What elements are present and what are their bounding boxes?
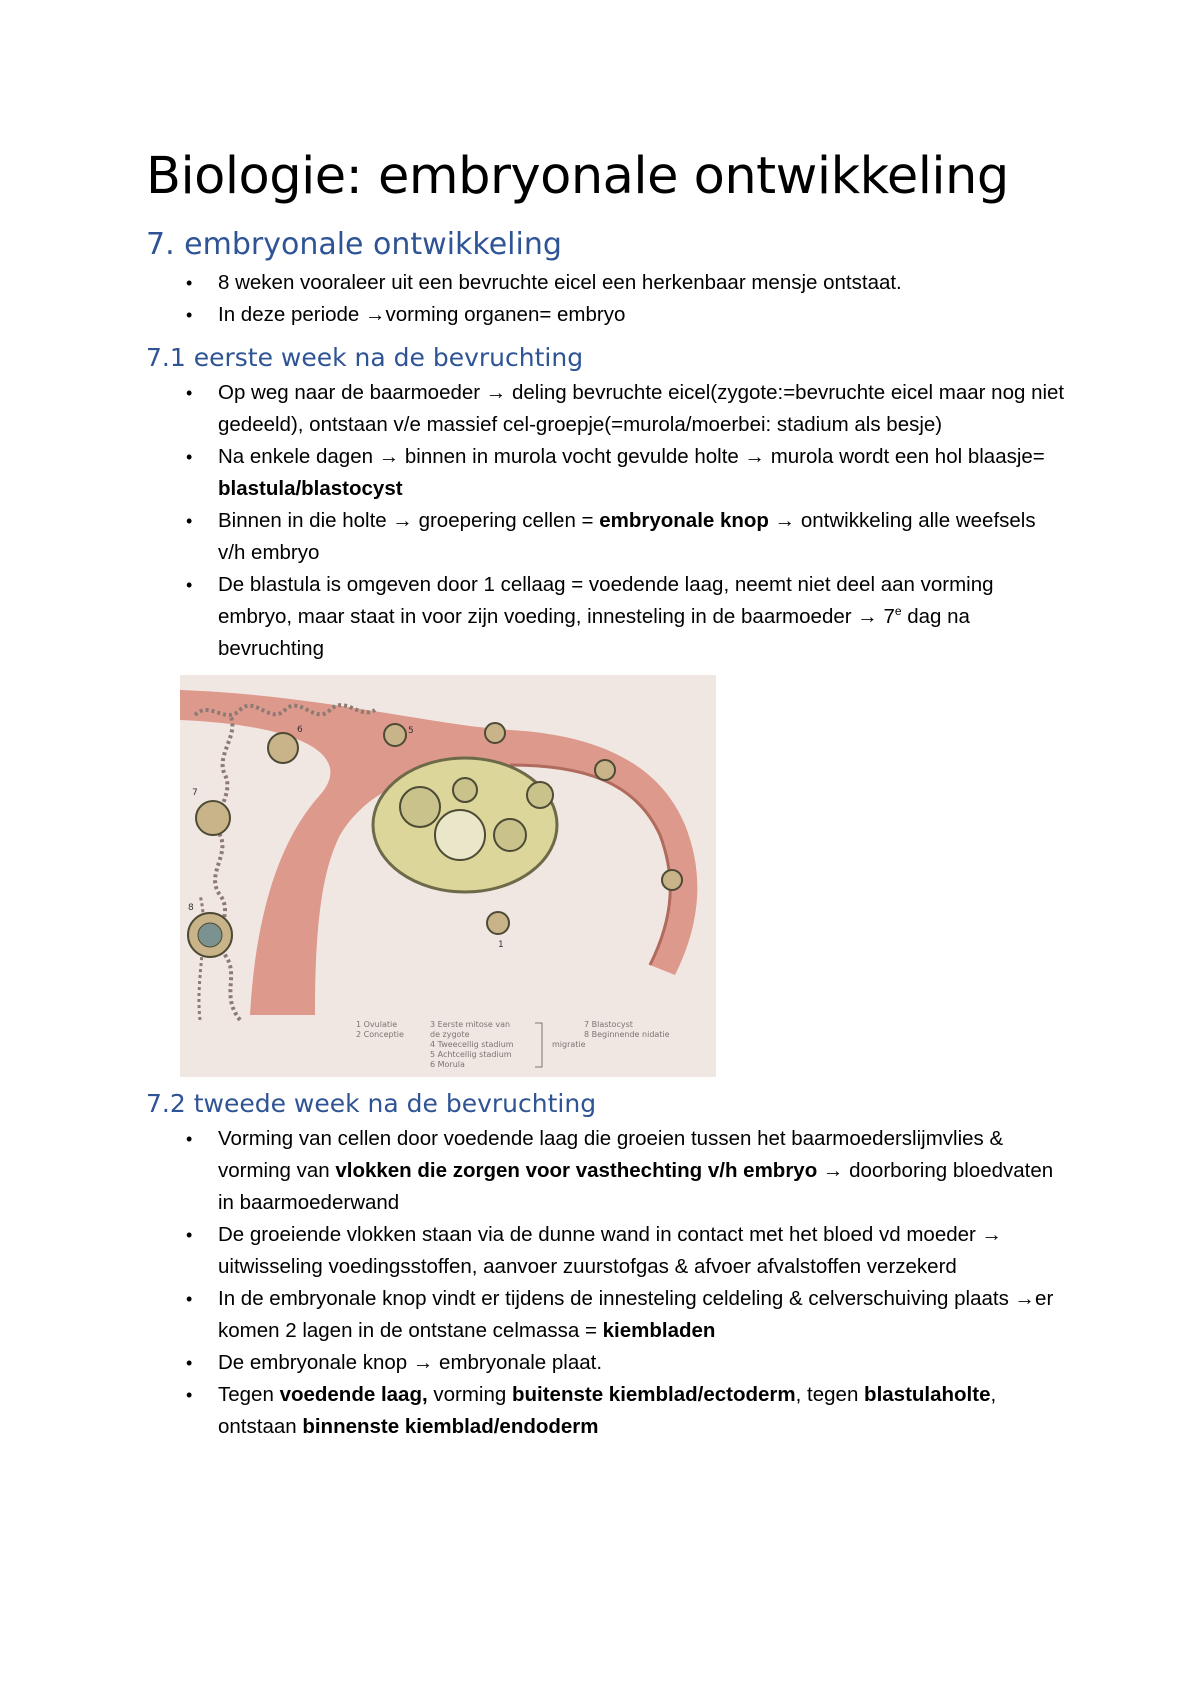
heading-section-7-2: 7.2 tweede week na de bevruchting bbox=[146, 1089, 597, 1118]
svg-text:4 Tweecellig stadium: 4 Tweecellig stadium bbox=[430, 1040, 514, 1049]
heading-section-7: 7. embryonale ontwikkeling bbox=[146, 227, 562, 262]
heading-section-7-1: 7.1 eerste week na de bevruchting bbox=[146, 343, 584, 372]
section-7-list bbox=[146, 267, 1066, 331]
document-page bbox=[146, 146, 1066, 1443]
list-item: • De blastula is omgeven door 1 cellaag = voedende laag, neemt niet deel aan vorming embryo, maar staat in voor zijn voeding, innesteling in de baarmoeder → $7^e$ dag na bevruchting bbox=[186, 573, 994, 660]
list-item: • De groeiende vlokken staan via de dunne wand in contact met het bloed vd moeder → uitwisseling voedingsstoffen, aanvoer zuurstofgas & afvoer afvalstoffen verzekerd bbox=[186, 1223, 1003, 1278]
list-item: • In deze periode →vorming organen= embryo bbox=[186, 303, 626, 326]
svg-text:7: 7 bbox=[192, 788, 198, 798]
list-item: • Op weg naar de baarmoeder → deling bevruchte eicel(zygote:=bevruchte eicel maar nog niet gedeeld), ontstaan v/e massief cel-groepje(=murola/moerbei: stadium als besje) bbox=[186, 381, 1065, 436]
embryo-development-figure bbox=[180, 675, 716, 1077]
list-item: • Tegen voedende laag, vorming buitenste kiemblad/ectoderm, tegen blastulaholte, ontstaan binnenste kiemblad/endoderm bbox=[186, 1383, 997, 1438]
svg-text:6: 6 bbox=[297, 725, 303, 735]
svg-text:1: 1 bbox=[498, 940, 504, 950]
svg-text:1 Ovulatie: 1 Ovulatie bbox=[356, 1020, 398, 1029]
svg-text:de zygote: de zygote bbox=[430, 1030, 470, 1039]
svg-text:5 Achtcellig stadium: 5 Achtcellig stadium bbox=[430, 1050, 512, 1059]
section-7-1-list bbox=[146, 377, 1066, 665]
list-item: • 8 weken vooraleer uit een bevruchte eicel een herkenbaar mensje ontstaat. bbox=[186, 271, 902, 294]
uterus-diagram-image bbox=[180, 675, 716, 1077]
document-title: Biologie: embryonale ontwikkeling bbox=[146, 147, 1009, 206]
svg-text:migratie: migratie bbox=[552, 1040, 586, 1049]
section-7-2-list bbox=[146, 1123, 1066, 1443]
svg-text:6 Morula: 6 Morula bbox=[430, 1060, 465, 1069]
svg-text:3 Eerste mitose van: 3 Eerste mitose van bbox=[430, 1020, 511, 1029]
list-item: • Na enkele dagen → binnen in murola vocht gevulde holte → murola wordt een hol blaasje= blastula/blastocyst bbox=[186, 445, 1045, 500]
list-item: • In de embryonale knop vindt er tijdens de innesteling celdeling & celverschuiving plaats →er komen 2 lagen in de ontstane celmassa = kiembladen bbox=[186, 1287, 1054, 1342]
list-item: • Vorming van cellen door voedende laag die groeien tussen het baarmoederslijmvlies & vorming van vlokken die zorgen voor vasthechting v/h embryo → doorboring bloedvaten in baarmoederwand bbox=[186, 1127, 1054, 1214]
svg-text:8 Beginnende nidatie: 8 Beginnende nidatie bbox=[584, 1030, 670, 1039]
list-item: • De embryonale knop → embryonale plaat. bbox=[186, 1351, 603, 1374]
svg-text:7 Blastocyst: 7 Blastocyst bbox=[584, 1020, 633, 1029]
svg-text:5: 5 bbox=[408, 726, 414, 736]
svg-text:2 Conceptie: 2 Conceptie bbox=[356, 1030, 404, 1039]
svg-text:8: 8 bbox=[188, 903, 194, 913]
list-item: • Binnen in die holte → groepering cellen = embryonale knop → ontwikkeling alle weefsels v/h embryo bbox=[186, 509, 1036, 564]
